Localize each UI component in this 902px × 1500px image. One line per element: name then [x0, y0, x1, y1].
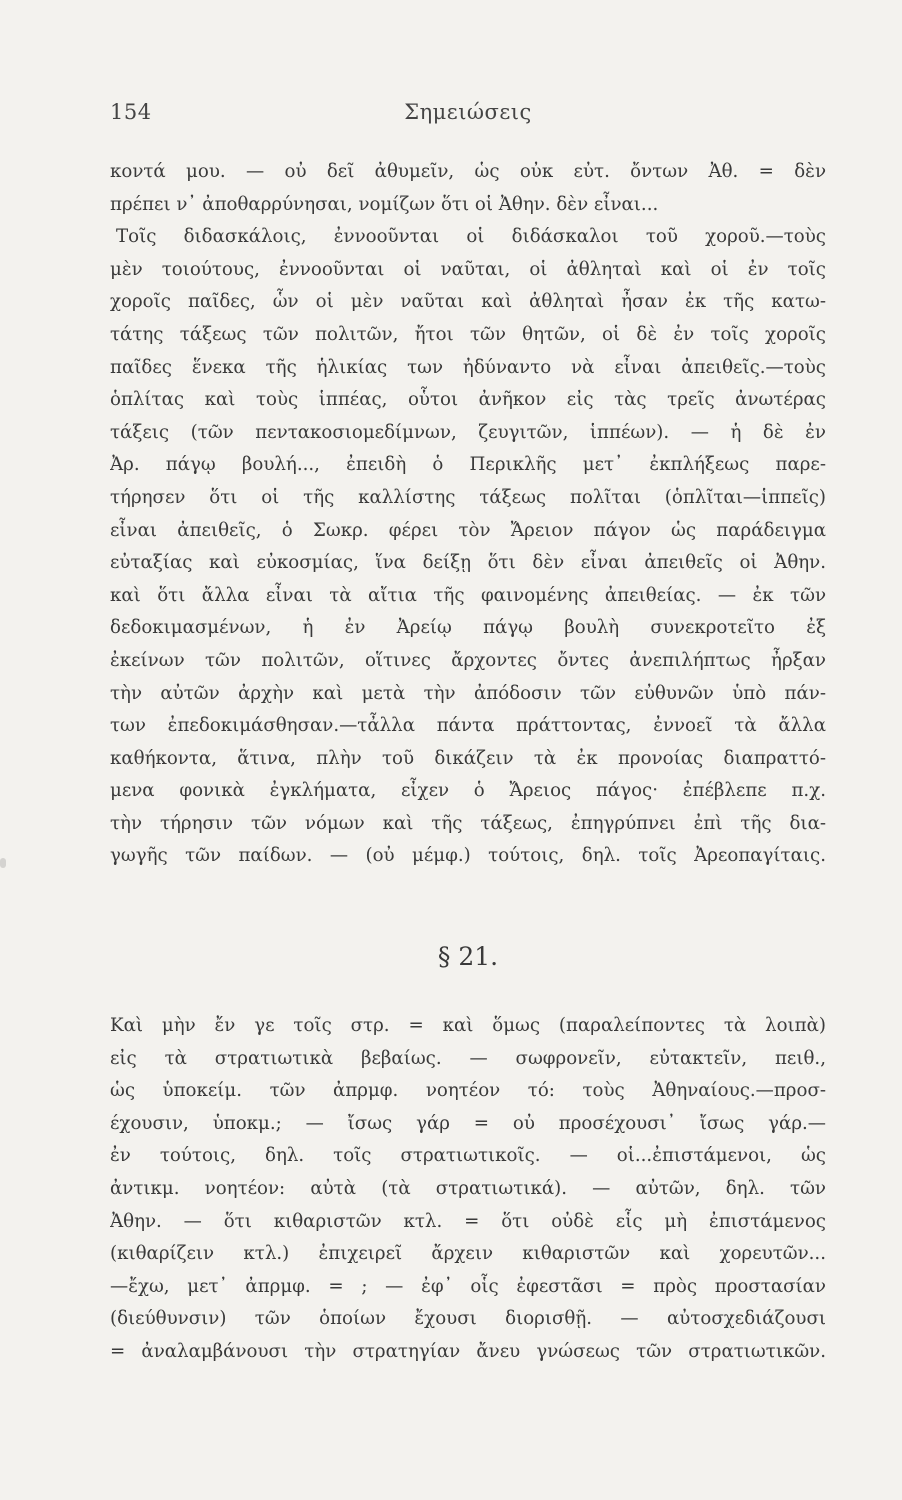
text-line: έχουσιν, ὑποκμ.; — ἴσως γάρ = οὐ προσέχουσι᾽ ἴσως γάρ.— [110, 1112, 826, 1134]
notes-text-block [110, 156, 826, 873]
text-line: μενα φονικὰ ἐγκλήματα, εἶχεν ὁ Ἄρειος πάγος· ἐπέβλεπε π.χ. [110, 780, 826, 802]
text-line: εὐταξίας καὶ εὐκοσμίας, ἵνα δείξῃ ὅτι δὲν εἶναι ἀπειθεῖς οἱ Ἀθην. [110, 552, 826, 574]
text-line: μὲν τοιούτους, ἐννοοῦνται οἱ ναῦται, οἱ ἀθληταὶ καὶ οἱ ἐν τοῖς [110, 258, 826, 280]
text-line: Τοῖς διδασκάλοις, ἐννοοῦνται οἱ διδάσκαλοι τοῦ χοροῦ.—τοὺς [116, 226, 826, 248]
section-heading: § 21. [437, 942, 499, 971]
text-line: χοροῖς παῖδες, ὧν οἱ μὲν ναῦται καὶ ἀθληταὶ ἦσαν ἐκ τῆς κατω- [110, 291, 826, 313]
text-line: τάξεις (τῶν πεντακοσιομεδίμνων, ζευγιτῶν, ἱππέων). — ἡ δὲ ἐν [110, 421, 826, 443]
text-line: ἀντικμ. νοητέον: αὐτὰ (τὰ στρατιωτικά). — αὐτῶν, δηλ. τῶν [110, 1177, 826, 1199]
text-line: ἐκείνων τῶν πολιτῶν, οἵτινες ἄρχοντες ὄντες ἀνεπιλήπτως ἦρξαν [110, 649, 826, 671]
paper-smudge [0, 858, 6, 868]
text-line: ἐν τούτοις, δηλ. τοῖς στρατιωτικοῖς. — οἱ...ἐπιστάμενοι, ὡς [110, 1145, 826, 1167]
text-line: καθήκοντα, ἅτινα, πλὴν τοῦ δικάζειν τὰ ἐκ προνοίας διαπραττό- [110, 747, 826, 769]
text-line: γωγῆς τῶν παίδων. — (οὐ μέμφ.) τούτοις, δηλ. τοῖς Ἀρεοπαγίταις. [110, 845, 826, 867]
header-title: Σημειώσεις [404, 100, 532, 124]
text-line: πρέπει ν᾽ ἀποθαρρύνησαι, νομίζων ὅτι οἱ Ἀθην. δὲν εἶναι... [110, 193, 659, 215]
section-text-block [110, 1010, 826, 1369]
text-line: ὁπλίτας καὶ τοὺς ἱππέας, οὗτοι ἀνῆκον εἰς τὰς τρεῖς ἀνωτέρας [110, 389, 826, 411]
text-line: ὡς ὑποκείμ. τῶν ἀπρμφ. νοητέον τό: τοὺς Ἀθηναίους.—προσ- [110, 1080, 826, 1102]
running-head [110, 100, 826, 130]
text-line: των ἐπεδοκιμάσθησαν.—τἆλλα πάντα πράττοντας, ἐννοεῖ τὰ ἄλλα [110, 715, 826, 737]
text-line: τὴν τήρησιν τῶν νόμων καὶ τῆς τάξεως, ἐπηγρύπνει ἐπὶ τῆς δια- [110, 812, 826, 834]
text-line: (διεύθυνσιν) τῶν ὁποίων ἔχουσι διορισθῇ. — αὐτοσχεδιάζουσι [110, 1308, 826, 1330]
text-line: τὴν αὐτῶν ἀρχὴν καὶ μετὰ τὴν ἀπόδοσιν τῶν εὐθυνῶν ὑπὸ πάν- [110, 682, 826, 704]
text-line: δεδοκιμασμένων, ἡ ἐν Ἀρείῳ πάγῳ βουλὴ συνεκροτεῖτο ἐξ [110, 617, 826, 639]
text-line: —ἔχω, μετ᾽ ἀπρμφ. = ; — ἐφ᾽ οἷς ἐφεστᾶσι = πρὸς προστασίαν [110, 1275, 826, 1297]
text-line: κοντά μου. — οὐ δεῖ ἀθυμεῖν, ὡς οὐκ εὐτ. ὄντων Ἀθ. = δὲν [110, 161, 826, 182]
text-line: Καὶ μὴν ἔν γε τοῖς στρ. = καὶ ὅμως (παραλείποντες τὰ λοιπὰ) [110, 1015, 826, 1036]
text-line: παῖδες ἕνεκα τῆς ἡλικίας των ἠδύναντο νὰ εἶναι ἀπειθεῖς.—τοὺς [110, 356, 826, 378]
text-line: εἶναι ἀπειθεῖς, ὁ Σωκρ. φέρει τὸν Ἄρειον πάγον ὡς παράδειγμα [110, 519, 826, 541]
text-line: καὶ ὅτι ἄλλα εἶναι τὰ αἴτια τῆς φαινομένης ἀπειθείας. — ἐκ τῶν [110, 584, 826, 606]
page-number: 154 [110, 100, 152, 124]
text-line: Ἀρ. πάγῳ βουλή..., ἐπειδὴ ὁ Περικλῆς μετ᾽ ἐκπλήξεως παρε- [110, 454, 826, 476]
text-line: = ἀναλαμβάνουσι τὴν στρατηγίαν ἄνευ γνώσεως τῶν στρατιωτικῶν. [110, 1340, 826, 1362]
text-line: τάτης τάξεως τῶν πολιτῶν, ἤτοι τῶν θητῶν, οἱ δὲ ἐν τοῖς χοροῖς [110, 323, 826, 345]
text-line: Ἀθην. — ὅτι κιθαριστῶν κτλ. = ὅτι οὐδὲ εἷς μὴ ἐπιστάμενος [110, 1210, 826, 1232]
text-line: τήρησεν ὅτι οἱ τῆς καλλίστης τάξεως πολῖται (ὁπλῖται—ἱππεῖς) [110, 486, 826, 508]
text-line: (κιθαρίζειν κτλ.) ἐπιχειρεῖ ἄρχειν κιθαριστῶν καὶ χορευτῶν... [110, 1243, 826, 1265]
text-line: εἰς τὰ στρατιωτικὰ βεβαίως. — σωφρονεῖν, εὐτακτεῖν, πειθ., [110, 1047, 826, 1069]
